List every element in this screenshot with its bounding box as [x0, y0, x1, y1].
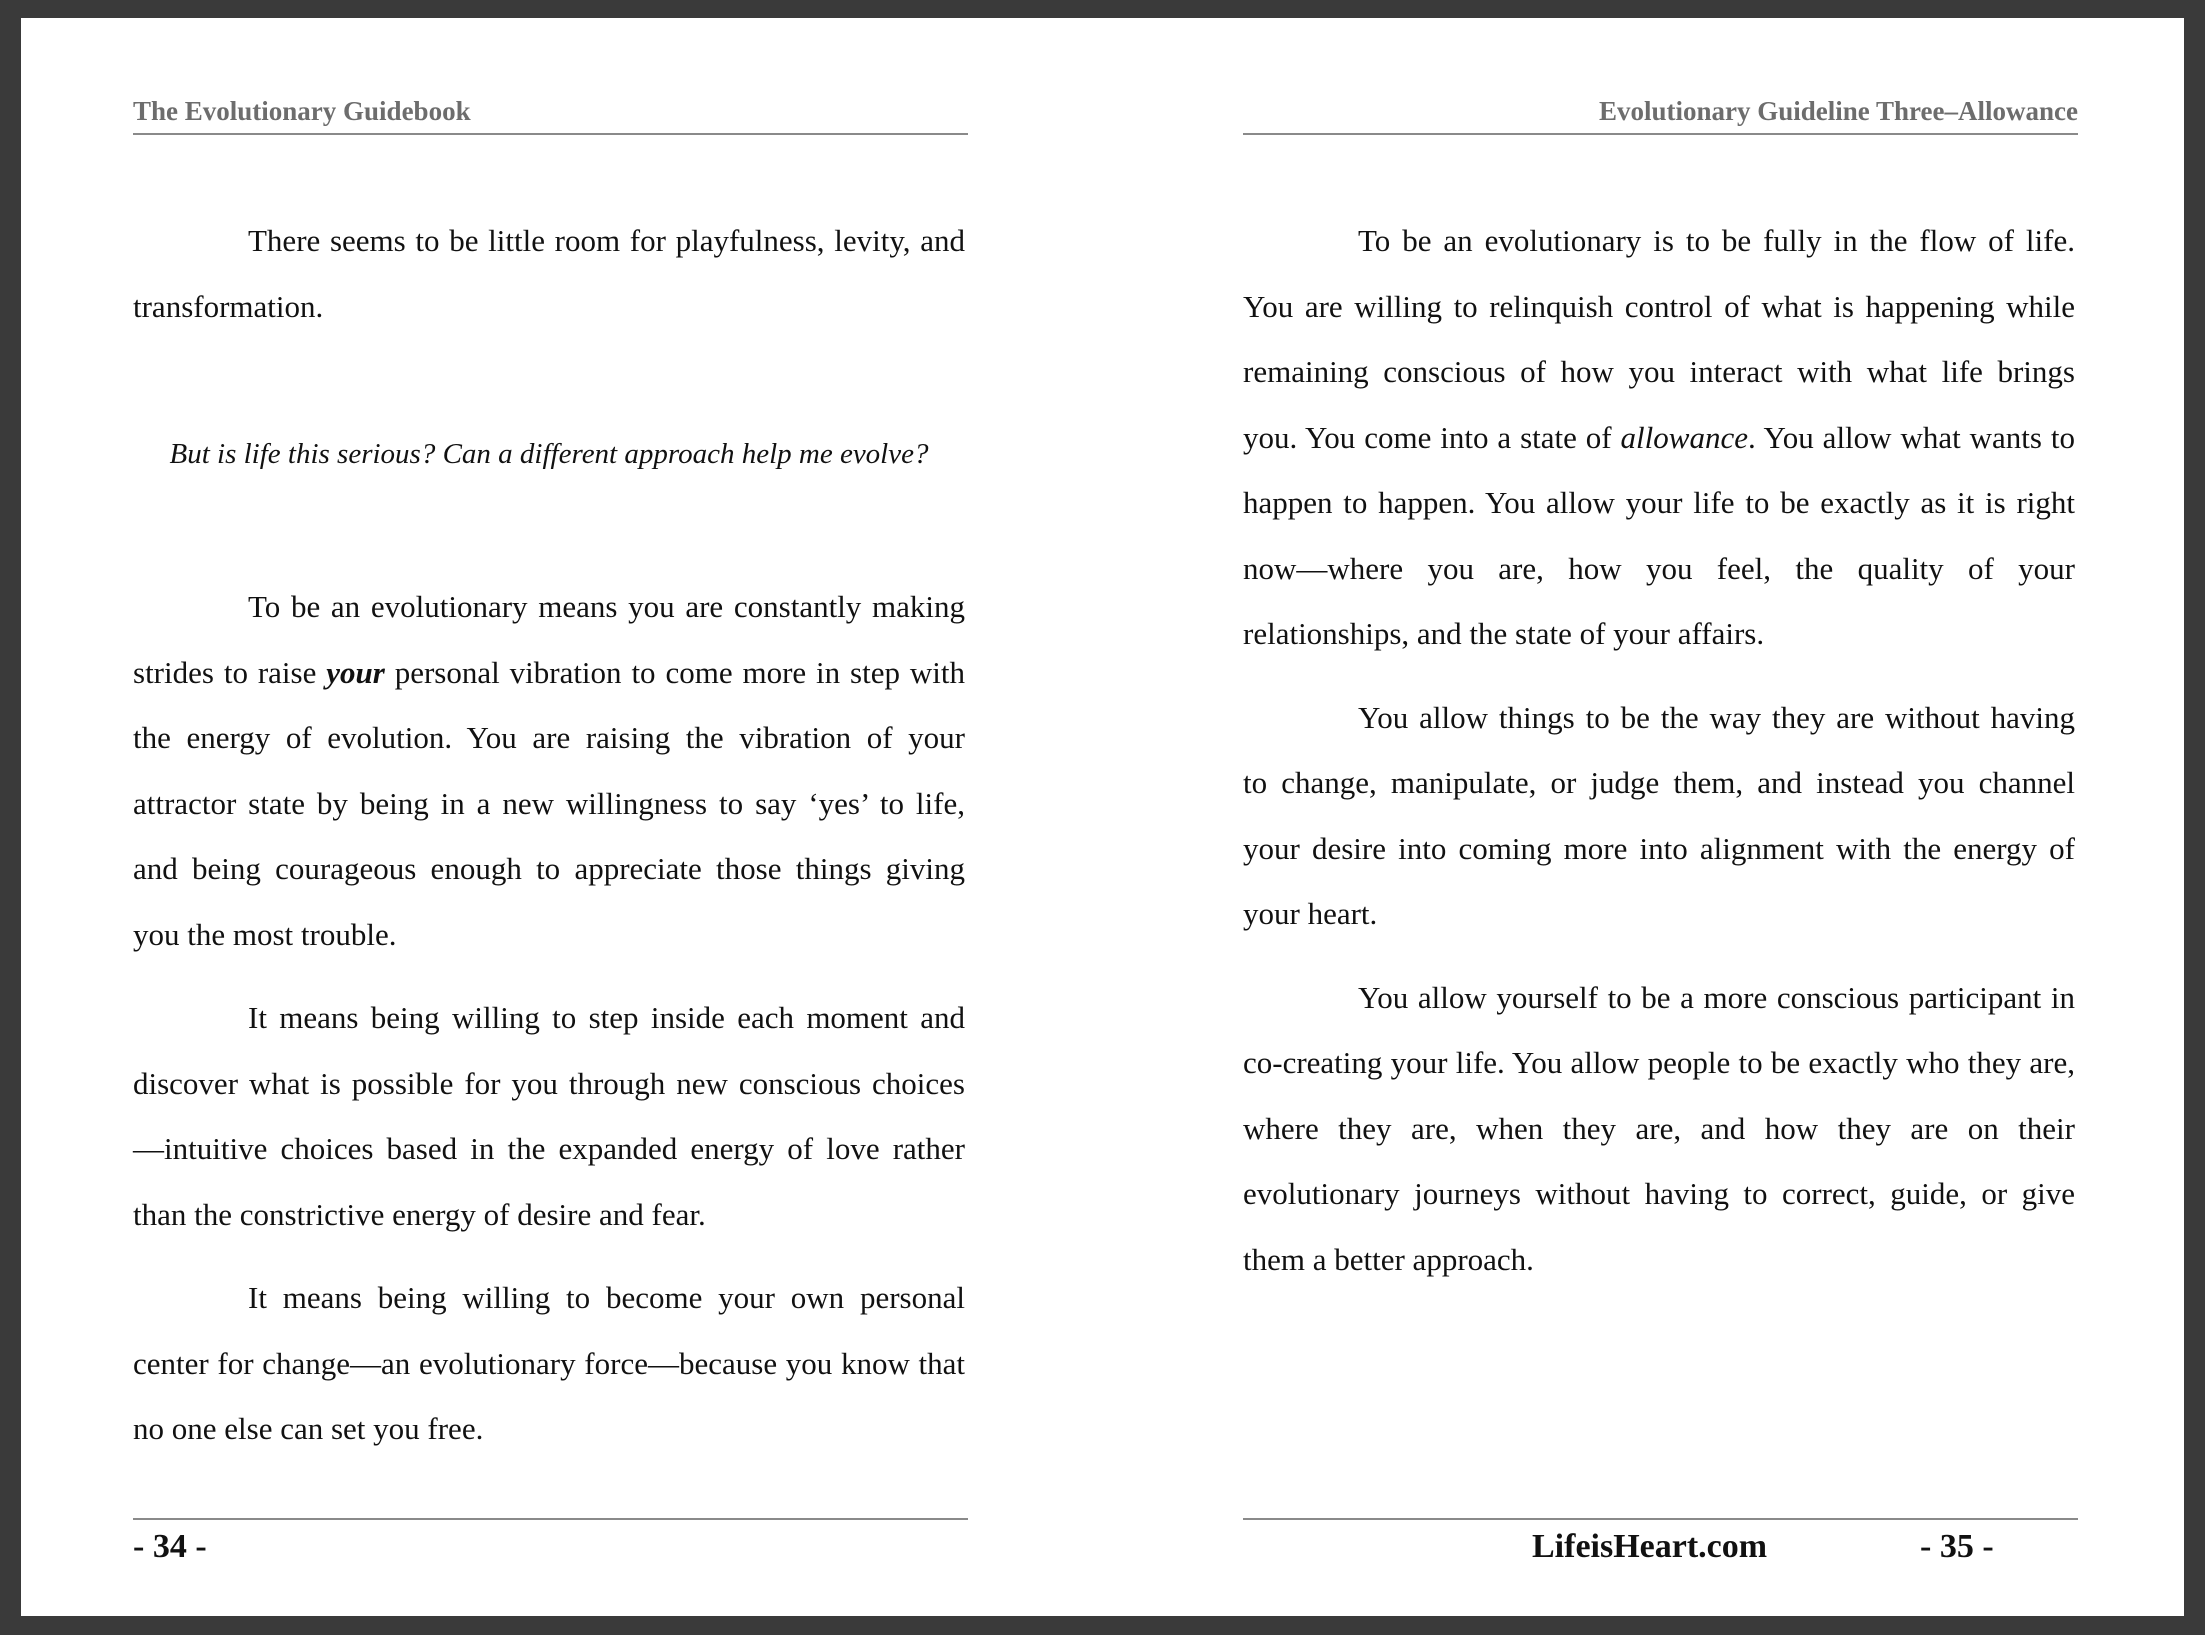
- website-link[interactable]: LifeisHeart.com: [1532, 1528, 1768, 1565]
- right-page-number: - 35 -: [1920, 1528, 1994, 1565]
- right-paragraph-1-end: . You allow what wants to happen to happen. You allow your life to be exactly as it is right now—where you are, how you feel, the quality of your relationships, and the state of your affairs.: [1243, 419, 2075, 651]
- left-paragraph-1: There seems to be little room for playfulness, levity, and transformation.: [133, 223, 965, 324]
- left-question: But is life this serious? Can a different approach help me evolve?: [169, 438, 929, 470]
- right-paragraph-1: [1243, 208, 2075, 667]
- right-paragraph-1-start: To be an evolutionary is to be fully in the flow of life. You are willing to relinquish control of what is happening while remaining conscious of how you interact with what life brings you. You come into a state of: [1243, 223, 2075, 455]
- right-body-text: [1243, 208, 2075, 1292]
- left-paragraph-4: It means being willing to become your own personal center for change—an evolutionary force—because you know that no one else can set you free.: [133, 1280, 965, 1446]
- right-paragraph-2: You allow things to be the way they are without having to change, manipulate, or judge them, and instead you channel your desire into coming more into alignment with the energy of your heart.: [1243, 699, 2075, 931]
- right-paragraph-3: You allow yourself to be a more conscious participant in co-creating your life. You allow people to be exactly who they are, where they are, when they are, and how they are on their evolutionary journeys without having to correct, guide, or give them a better approach.: [1243, 979, 2075, 1277]
- right-running-head: Evolutionary Guideline Three–Allowance: [1598, 96, 2078, 126]
- left-page: [133, 18, 968, 1616]
- left-paragraph-2-emphasis: your: [326, 654, 385, 690]
- book-spread: [21, 18, 2184, 1616]
- spacer: [133, 474, 965, 574]
- left-paragraph-2-start: To be an evolutionary means you are constantly making strides to raise: [133, 589, 965, 690]
- right-paragraph-1-emphasis: allowance: [1620, 419, 1748, 455]
- left-paragraph-2-end: personal vibration to come more in step with the energy of evolution. You are raising the vibration of your attractor state by being in a new willingness to say ‘yes’ to life, and being courageous enough to appreciate those things giving you the most trouble.: [133, 654, 965, 952]
- left-header-rule: [133, 133, 968, 135]
- left-page-number: - 34 -: [133, 1528, 207, 1565]
- left-footer-rule: [133, 1518, 968, 1520]
- spacer: [133, 339, 965, 434]
- left-running-head: The Evolutionary Guidebook: [133, 96, 471, 126]
- right-page: [1243, 18, 2078, 1616]
- left-body-text: [133, 208, 965, 1462]
- right-header-rule: [1243, 133, 2078, 135]
- right-footer-rule: [1243, 1518, 2078, 1520]
- left-paragraph-3: It means being willing to step inside each moment and discover what is possible for you through new conscious choices—intuitive choices based in the expanded energy of love rather than the constrictive energy of desire and fear.: [133, 1000, 965, 1232]
- left-paragraph-2: [133, 574, 965, 967]
